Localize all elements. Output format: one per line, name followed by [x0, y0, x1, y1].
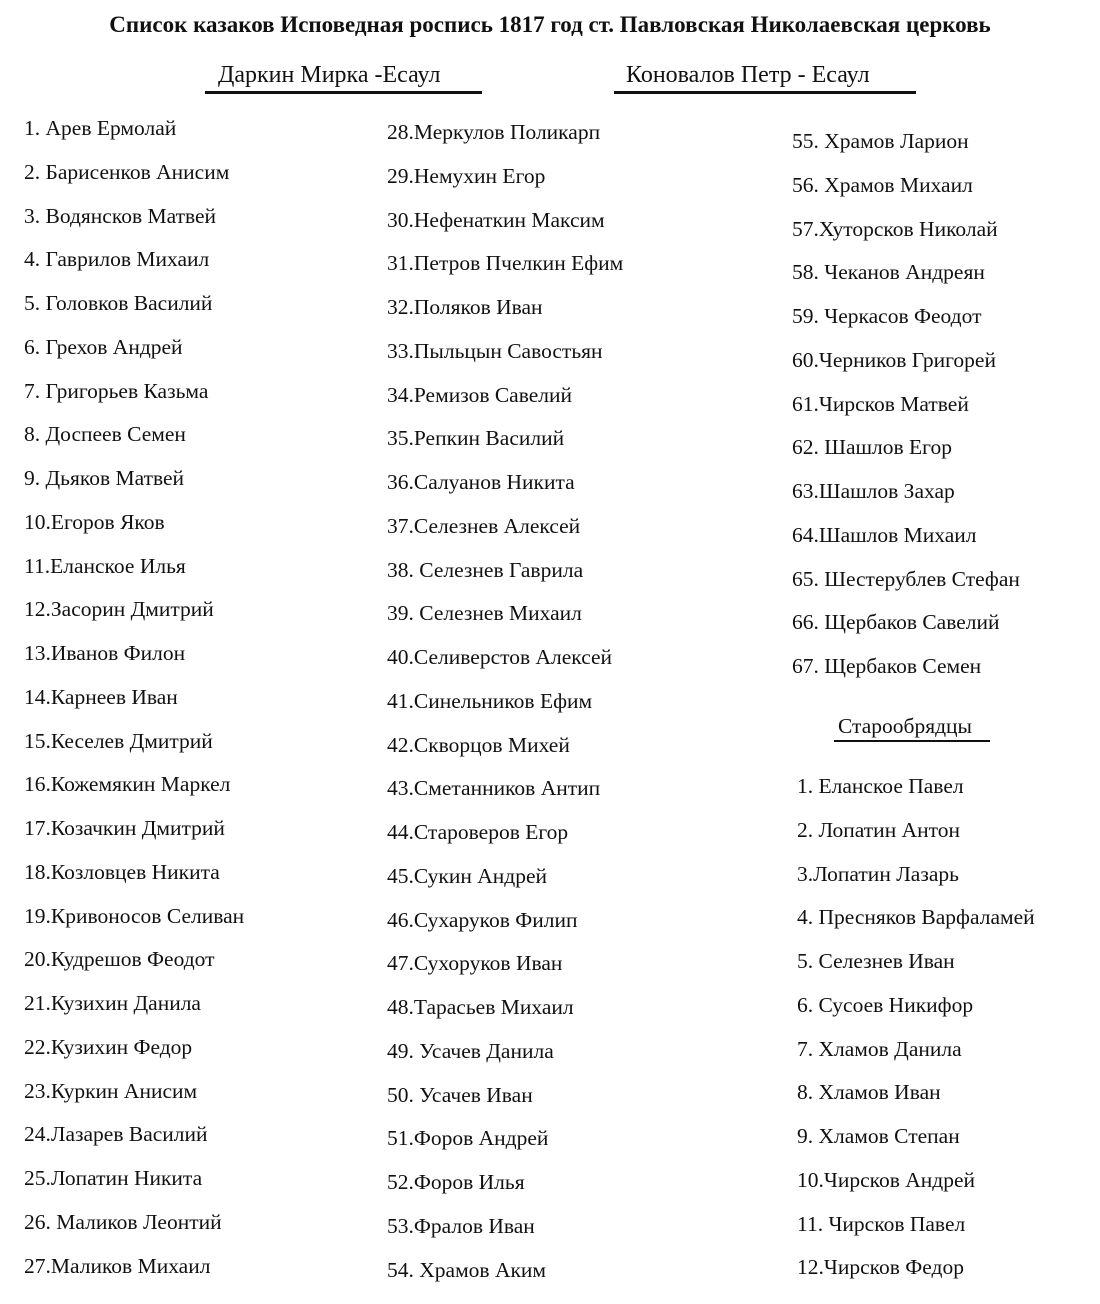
- list-item: 10.Егоров Яков: [24, 509, 165, 534]
- list-item: 46.Сухаруков Филип: [387, 907, 578, 932]
- list-item: 38. Селезнев Гаврила: [387, 557, 584, 582]
- list-item: 21.Кузихин Данила: [24, 991, 201, 1015]
- header-left-underline: [205, 91, 482, 94]
- list-item: 48.Тарасьев Михаил: [387, 995, 574, 1019]
- list-item: 8. Хламов Иван: [797, 1080, 941, 1105]
- list-item: 25.Лопатин Никита: [24, 1166, 203, 1190]
- cossack-list-column-1: [24, 114, 244, 1295]
- list-item: 7. Хламов Данила: [797, 1036, 962, 1061]
- list-item: 26. Маликов Леонтий: [24, 1209, 222, 1234]
- list-item: 42.Скворцов Михей: [387, 732, 570, 757]
- list-item: 47.Сухоруков Иван: [387, 951, 563, 976]
- list-item: 20.Кудрешов Феодот: [24, 947, 215, 972]
- list-item: 18.Козловцев Никита: [24, 859, 220, 884]
- list-item: 7. Григорьев Казьма: [24, 378, 209, 403]
- list-item: 51.Форов Андрей: [387, 1126, 549, 1151]
- list-item: 17.Козачкин Дмитрий: [24, 816, 225, 840]
- old-believers-underline: [834, 740, 990, 742]
- list-item: 29.Немухин Егор: [387, 163, 546, 188]
- list-item: 66. Щербаков Савелий: [792, 610, 1000, 635]
- list-item: 15.Кеселев Дмитрий: [24, 728, 213, 753]
- list-item: 62. Шашлов Егор: [792, 435, 952, 460]
- cossack-list-column-3: [792, 127, 1020, 696]
- old-believers-heading: Старообрядцы: [838, 714, 972, 738]
- list-item: 1. Еланское Павел: [797, 774, 964, 798]
- list-item: 35.Репкин Василий: [387, 426, 565, 451]
- list-item: 22.Кузихин Федор: [24, 1034, 193, 1059]
- list-item: 64.Шашлов Михаил: [792, 522, 977, 547]
- list-item: 55. Храмов Ларион: [792, 129, 969, 153]
- list-item: 4. Пресняков Варфаламей: [797, 905, 1035, 930]
- list-item: 27.Маликов Михаил: [24, 1253, 211, 1278]
- list-item: 6. Грехов Андрей: [24, 334, 183, 359]
- list-item: 40.Селиверстов Алексей: [387, 645, 613, 669]
- list-item: 60.Черников Григорей: [792, 347, 996, 372]
- list-item: 11.Еланское Илья: [24, 553, 186, 578]
- list-item: 36.Салуанов Никита: [387, 470, 575, 494]
- list-item: 2. Лопатин Антон: [797, 817, 960, 842]
- list-item: 33.Пыльцын Савостьян: [387, 338, 603, 363]
- list-item: 67. Щербаков Семен: [792, 654, 982, 678]
- list-item: 57.Хуторсков Николай: [792, 216, 998, 241]
- list-item: 28.Меркулов Поликарп: [387, 120, 601, 144]
- list-item: 11. Чирсков Павел: [797, 1211, 966, 1236]
- list-item: 3.Лопатин Лазарь: [797, 861, 959, 886]
- list-item: 34.Ремизов Савелий: [387, 382, 573, 407]
- list-item: 49. Усачев Данила: [387, 1038, 554, 1063]
- list-item: 5. Головков Василий: [24, 291, 213, 315]
- list-item: 23.Куркин Анисим: [24, 1078, 198, 1103]
- list-item: 24.Лазарев Василий: [24, 1122, 208, 1147]
- list-item: 52.Форов Илья: [387, 1170, 525, 1194]
- list-item: 2. Барисенков Анисим: [24, 159, 230, 184]
- list-item: 13.Иванов Филон: [24, 641, 186, 665]
- list-item: 39. Селезнев Михаил: [387, 601, 582, 626]
- list-item: 30.Нефенаткин Максим: [387, 207, 605, 232]
- list-item: 58. Чеканов Андреян: [792, 260, 985, 285]
- header-right-underline: [614, 91, 916, 94]
- list-item: 37.Селезнев Алексей: [387, 513, 581, 538]
- list-item: 41.Синельников Ефим: [387, 688, 593, 713]
- list-item: 59. Черкасов Феодот: [792, 304, 982, 328]
- list-item: 10.Чирсков Андрей: [797, 1167, 976, 1192]
- list-item: 19.Кривоносов Селиван: [24, 903, 245, 928]
- list-item: 61.Чирсков Матвей: [792, 391, 969, 416]
- list-item: 50. Усачев Иван: [387, 1082, 533, 1107]
- list-item: 5. Селезнев Иван: [797, 949, 955, 973]
- list-item: 43.Сметанников Антип: [387, 776, 601, 801]
- list-item: 44.Староверов Егор: [387, 820, 569, 844]
- header-right-esaul: Коновалов Петр - Есаул: [626, 62, 870, 88]
- list-item: 12.Засорин Дмитрий: [24, 597, 214, 622]
- list-item: 45.Сукин Андрей: [387, 863, 548, 888]
- list-item: 8. Доспеев Семен: [24, 422, 186, 447]
- list-item: 12.Чирсков Федор: [797, 1255, 964, 1280]
- list-item: 65. Шестерублев Стефан: [792, 566, 1020, 591]
- header-left-esaul: Даркин Мирка -Есаул: [218, 62, 441, 88]
- list-item: 1. Арев Ермолай: [24, 116, 177, 140]
- list-item: 56. Храмов Михаил: [792, 172, 973, 197]
- list-item: 32.Поляков Иван: [387, 295, 543, 319]
- list-item: 14.Карнеев Иван: [24, 684, 178, 709]
- list-item: 54. Храмов Аким: [387, 1257, 547, 1282]
- list-item: 3. Водянсков Матвей: [24, 203, 217, 228]
- list-item: 53.Фралов Иван: [387, 1213, 535, 1238]
- page-title: Список казаков Исповедная роспись 1817 год ст. Павловская Николаевская церковь: [109, 12, 991, 37]
- list-item: 9. Хламов Степан: [797, 1124, 960, 1148]
- list-item: 4. Гаврилов Михаил: [24, 247, 210, 272]
- old-believers-list: [797, 772, 1035, 1297]
- cossack-list-column-2: [387, 118, 623, 1299]
- list-item: 63.Шашлов Захар: [792, 479, 955, 503]
- list-item: 6. Сусоев Никифор: [797, 992, 974, 1017]
- list-item: 16.Кожемякин Маркел: [24, 772, 231, 797]
- list-item: 31.Петров Пчелкин Ефим: [387, 251, 624, 276]
- list-item: 9. Дьяков Матвей: [24, 466, 185, 490]
